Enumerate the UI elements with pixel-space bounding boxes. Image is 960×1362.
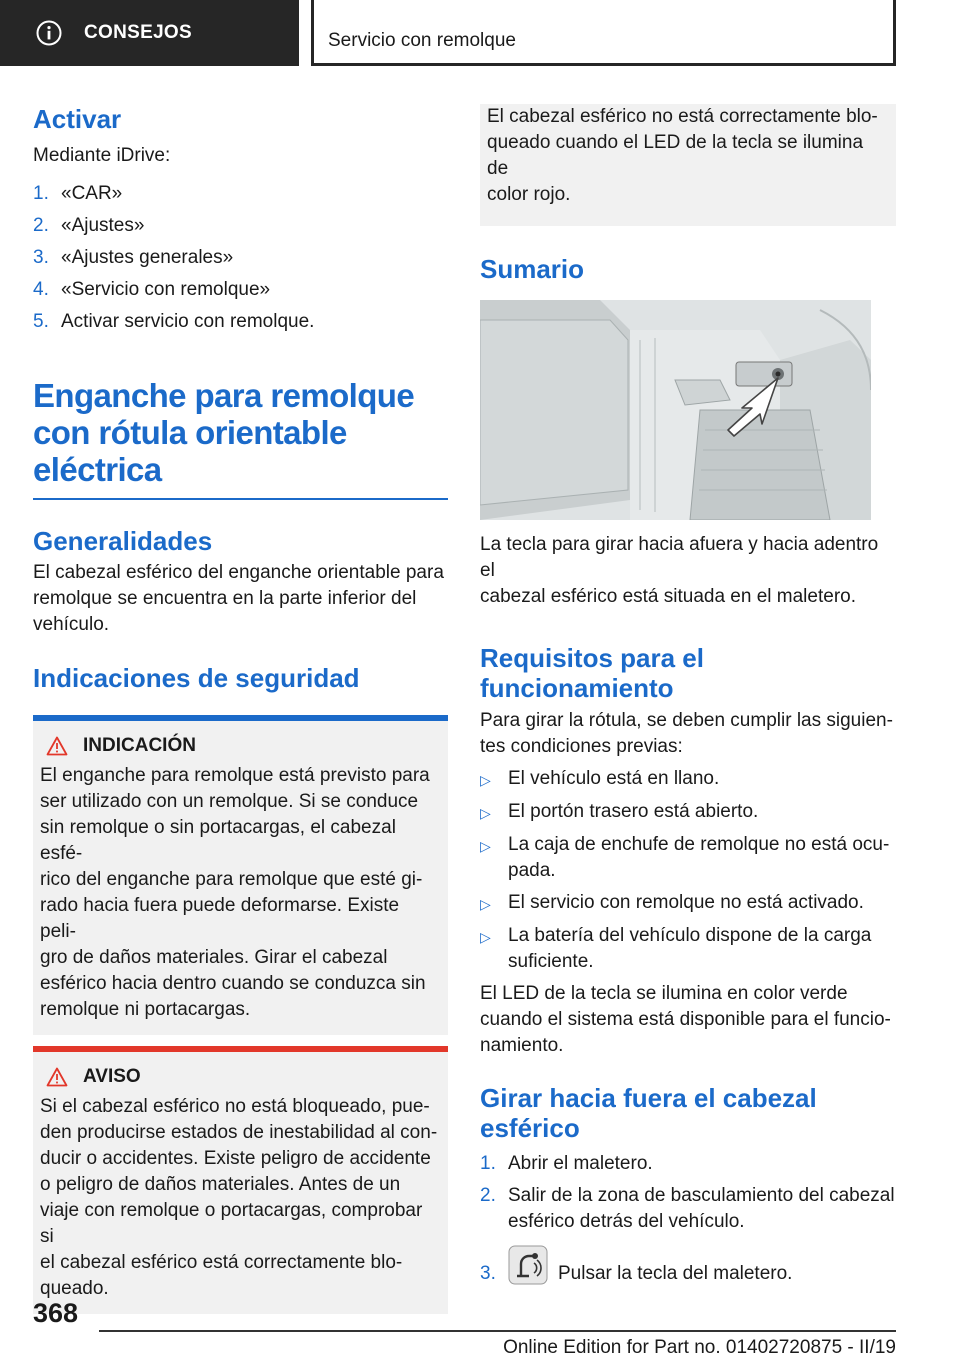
footer-rule bbox=[99, 1330, 896, 1332]
info-icon bbox=[36, 20, 62, 46]
list-item: ▷ El vehículo está en llano. bbox=[480, 766, 896, 793]
list-item: 2. «Ajustes» bbox=[33, 215, 145, 236]
chapter-rule bbox=[33, 498, 448, 500]
requisitos-list bbox=[480, 766, 896, 975]
header-title-box bbox=[311, 0, 896, 66]
warning-triangle-icon bbox=[46, 736, 68, 756]
heading-girar: Girar hacia fuera el cabezal esférico bbox=[480, 1083, 817, 1143]
list-item: 1. Abrir el maletero. bbox=[480, 1153, 653, 1174]
note-title: INDICACIÓN bbox=[83, 735, 196, 756]
note-box bbox=[33, 715, 448, 1035]
bullet-triangle-icon: ▷ bbox=[480, 929, 491, 945]
warning-text: Si el cabezal esférico no está bloqueado, pue- den producirse estados de inestabilidad al con- ducir o accidentes. Existe peligro de accidente o peligro de daños materiales. Antes de un viaje con remolque o portacargas, comprobar si el cabezal esférico está correctamente blo- queado. bbox=[40, 1096, 438, 1299]
heading-sumario: Sumario bbox=[480, 254, 585, 284]
list-item: ▷ El servicio con remolque no está activado. bbox=[480, 890, 896, 917]
footer-edition: Online Edition for Part no. 01402720875 - II/19 bbox=[503, 1337, 896, 1358]
warning-triangle-icon bbox=[46, 1067, 68, 1087]
list-item: 3. «Ajustes generales» bbox=[33, 247, 234, 268]
bullet-triangle-icon: ▷ bbox=[480, 838, 491, 854]
trailer-hitch-button-icon bbox=[508, 1245, 548, 1285]
requisitos-outro: El LED de la tecla se ilumina en color verde cuando el sistema está disponible para el funcio- namiento. bbox=[480, 983, 891, 1056]
chapter-title: Enganche para remolque con rótula orientable eléctrica bbox=[33, 377, 415, 488]
section-tag: CONSEJOS bbox=[84, 22, 192, 43]
left-column bbox=[33, 100, 448, 1314]
bullet-triangle-icon: ▷ bbox=[480, 805, 491, 821]
girar-steps bbox=[480, 1151, 896, 1287]
activar-steps bbox=[33, 181, 448, 335]
generalidades-text: El cabezal esférico del enganche orientable para remolque se encuentra en la parte inferior del vehículo. bbox=[33, 562, 444, 635]
heading-activar: Activar bbox=[33, 104, 122, 134]
sumario-caption: La tecla para girar hacia afuera y hacia adentro el cabezal esférico está situada en el maletero. bbox=[480, 534, 879, 607]
page-header-title: Servicio con remolque bbox=[328, 30, 516, 51]
list-item: 3. Pulsar la tecla del maletero. bbox=[480, 1245, 896, 1287]
list-item: 1. «CAR» bbox=[33, 183, 123, 204]
warning-continuation: El cabezal esférico no está correctamente blo- queado cuando el LED de la tecla se ilumina de color rojo. bbox=[480, 104, 896, 226]
warning-box bbox=[33, 1046, 448, 1314]
list-item: ▷ La batería del vehículo dispone de la carga suficiente. bbox=[480, 923, 896, 975]
right-column bbox=[480, 104, 896, 1287]
warning-title: AVISO bbox=[83, 1066, 141, 1087]
heading-seguridad: Indicaciones de seguridad bbox=[33, 663, 360, 693]
bullet-triangle-icon: ▷ bbox=[480, 772, 491, 788]
list-item: 5. Activar servicio con remolque. bbox=[33, 311, 315, 332]
bullet-triangle-icon: ▷ bbox=[480, 896, 491, 912]
page-number: 368 bbox=[33, 1298, 79, 1328]
list-item: ▷ El portón trasero está abierto. bbox=[480, 799, 896, 826]
activar-intro: Mediante iDrive: bbox=[33, 145, 171, 166]
requisitos-intro: Para girar la rótula, se deben cumplir las siguien- tes condiciones previas: bbox=[480, 710, 893, 757]
list-item: 2. Salir de la zona de basculamiento del cabezal esférico detrás del vehículo. bbox=[480, 1185, 895, 1232]
heading-generalidades: Generalidades bbox=[33, 526, 213, 556]
note-text: El enganche para remolque está previsto para ser utilizado con un remolque. Si se conduce sin remolque o sin portacargas, el cabezal esfé- rico del enganche para remolque que esté gi- rado hacia fuera puede deformarse. Existe peli- gro de daños materiales. Girar el cabezal esférico hacia dentro cuando se conduzca sin remolque ni portacargas. bbox=[40, 765, 430, 1020]
trunk-illustration bbox=[480, 300, 871, 520]
header-section-tab bbox=[0, 0, 299, 66]
list-item: ▷ La caja de enchufe de remolque no está ocu- pada. bbox=[480, 832, 896, 884]
heading-requisitos: Requisitos para el funcionamiento bbox=[480, 643, 704, 703]
list-item: 4. «Servicio con remolque» bbox=[33, 279, 271, 300]
